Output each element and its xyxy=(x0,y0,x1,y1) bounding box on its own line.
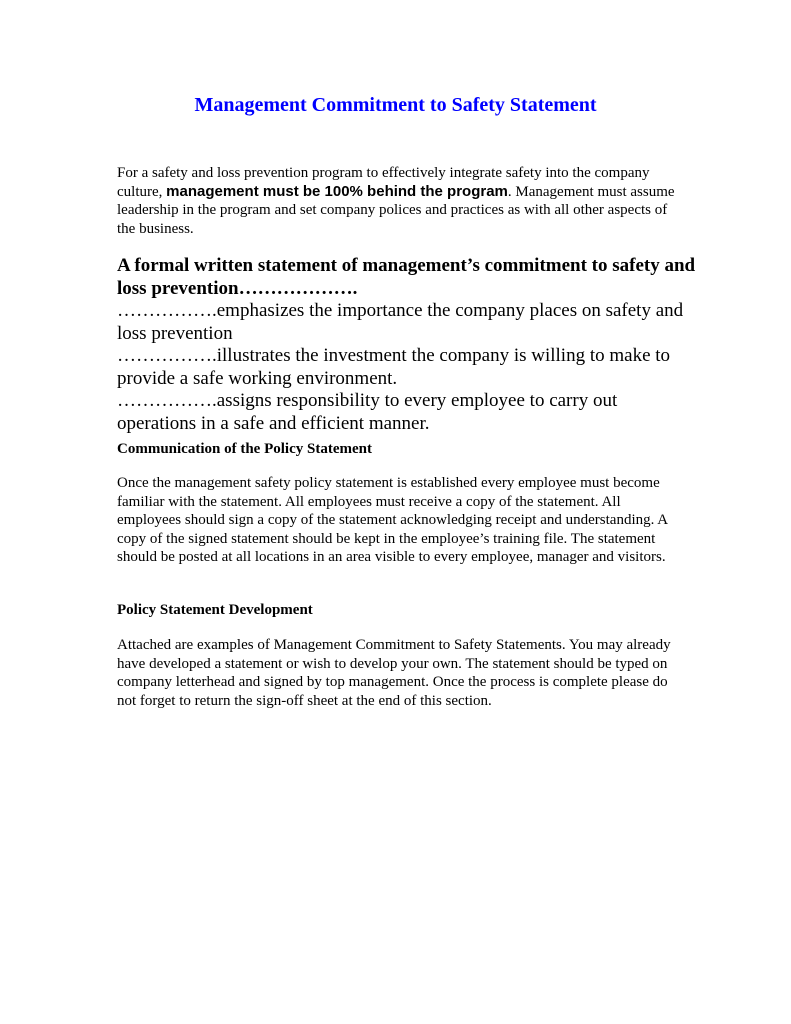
formal-statement-block xyxy=(117,255,697,435)
intro-text-end: . Management must assume leadership in the program and set company polices and practices as with all other aspects of the business. xyxy=(117,183,675,237)
formal-statement-point: …………….emphasizes the importance the company places on safety and loss prevention xyxy=(117,300,684,344)
formal-statement-point: …………….assigns responsibility to every employee to carry out operations in a safe and efficient manner. xyxy=(117,390,618,434)
intro-text-start: For a safety and loss prevention program to effectively integrate safety into the company culture, xyxy=(117,165,650,200)
formal-statement-point: …………….illustrates the investment the company is willing to make to provide a safe working environment. xyxy=(117,345,671,389)
communication-paragraph: Once the management safety policy statement is established every employee must become familiar with the statement. All employees must receive a copy of the statement. All employees should sign a copy of the statement acknowledging receipt and understanding. A copy of the signed statement should be kept in the employee’s training file. The statement should be posted at all locations in an area visible to every employee, manager and visitors. xyxy=(117,475,668,565)
formal-statement-heading: A formal written statement of management’s commitment to safety and loss prevention………………. xyxy=(117,255,696,299)
page-title: Management Commitment to Safety Statement xyxy=(194,94,597,116)
intro-emphasis: management must be 100% behind the program xyxy=(166,182,508,200)
development-paragraph: Attached are examples of Management Commitment to Safety Statements. You may already have developed a statement or wish to develop your own. The statement should be typed on company letterhead and signed by top management. Once the process is complete please do not forget to return the sign-off sheet at the end of this section. xyxy=(117,637,671,709)
development-heading: Policy Statement Development xyxy=(117,602,313,618)
communication-heading: Communication of the Policy Statement xyxy=(117,441,372,457)
intro-paragraph xyxy=(117,164,687,238)
